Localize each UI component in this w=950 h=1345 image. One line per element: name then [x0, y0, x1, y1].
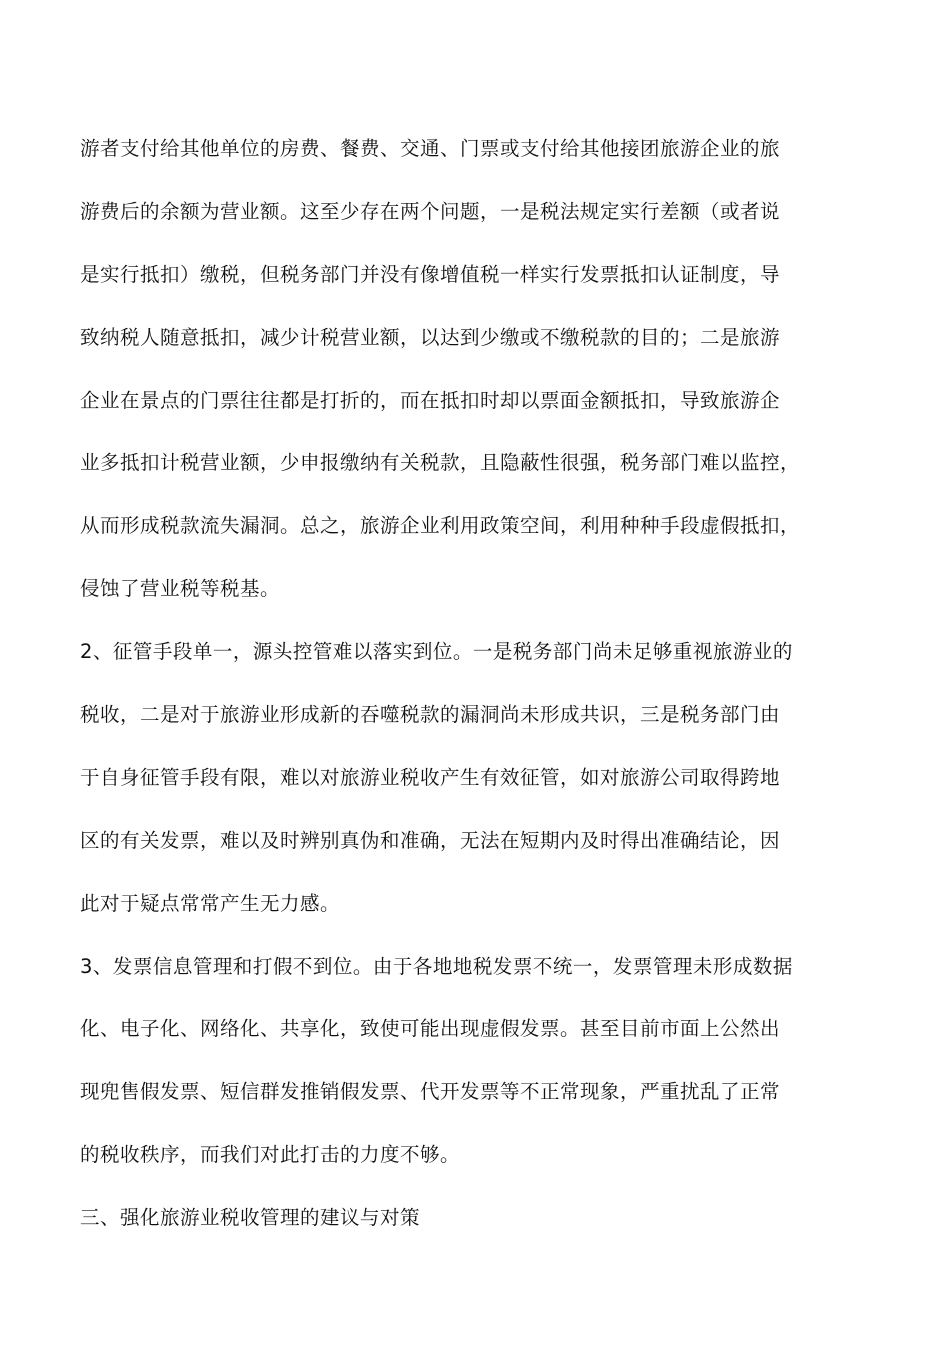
text-line: 业多抵扣计税营业额，少申报缴纳有关税款，且隐蔽性很强，税务部门难以监控，	[80, 451, 801, 475]
text-line: 3、发票信息管理和打假不到位。由于各地地税发票不统一，发票管理未形成数据	[80, 954, 793, 978]
text-line: 是实行抵扣）缴税，但税务部门并没有像增值税一样实行发票抵扣认证制度，导	[80, 262, 781, 286]
text-line: 从而形成税款流失漏洞。总之，旅游企业利用政策空间，利用种种手段虚假抵扣，	[80, 514, 801, 538]
text-line: 的税收秩序，而我们对此打击的力度不够。	[80, 1143, 461, 1167]
text-line: 2、征管手段单一，源头控管难以落实到位。一是税务部门尚未足够重视旅游业的	[80, 640, 793, 664]
text-line: 化、电子化、网络化、共享化，致使可能出现虚假发票。甚至目前市面上公然出	[80, 1017, 781, 1041]
text-line: 现兜售假发票、短信群发推销假发票、代开发票等不正常现象，严重扰乱了正常	[80, 1080, 781, 1104]
section-heading: 三、强化旅游业税收管理的建议与对策	[80, 1206, 421, 1230]
text-line: 游者支付给其他单位的房费、餐费、交通、门票或支付给其他接团旅游企业的旅	[80, 137, 781, 160]
text-line: 区的有关发票，难以及时辨别真伪和准确，无法在短期内及时得出准确结论，因	[80, 828, 781, 852]
text-line: 企业在景点的门票往往都是打折的，而在抵扣时却以票面金额抵扣，导致旅游企	[80, 388, 781, 412]
text-line: 税收，二是对于旅游业形成新的吞噬税款的漏洞尚未形成共识，三是税务部门由	[80, 703, 781, 727]
text-line: 此对于疑点常常产生无力感。	[80, 891, 341, 915]
text-line: 游费后的余额为营业额。这至少存在两个问题，一是税法规定实行差额（或者说	[80, 199, 781, 223]
text-line: 致纳税人随意抵扣，减少计税营业额，以达到少缴或不缴税款的目的；二是旅游	[80, 325, 781, 349]
text-line: 于自身征管手段有限，难以对旅游业税收产生有效征管，如对旅游公司取得跨地	[80, 765, 781, 789]
text-line: 侵蚀了营业税等税基。	[80, 577, 281, 601]
body-text	[80, 124, 840, 1256]
